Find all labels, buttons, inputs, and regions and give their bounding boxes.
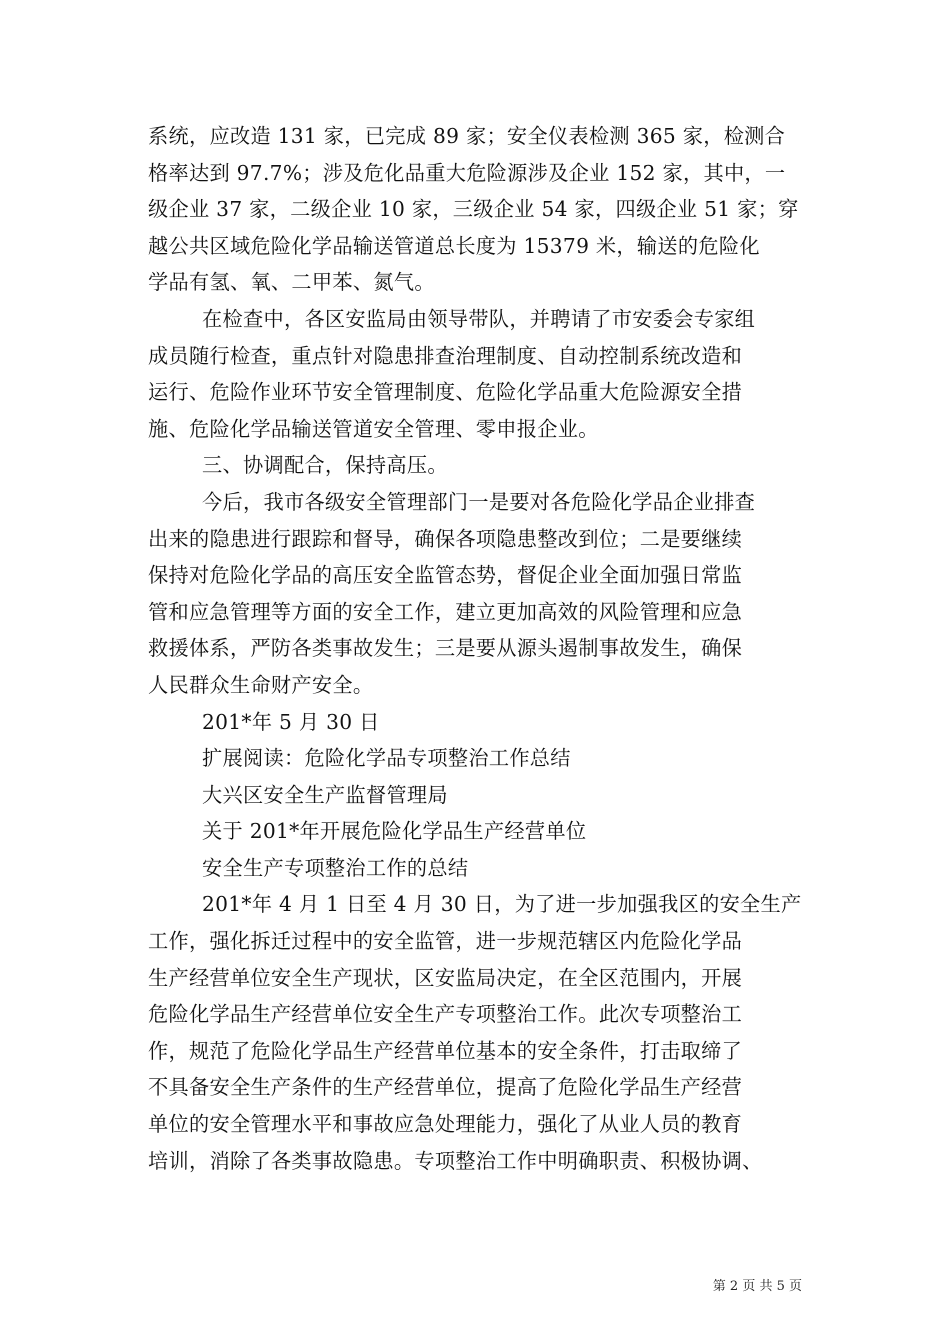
- text-line: 级企业 37 家，二级企业 10 家，三级企业 54 家，四级企业 51 家；穿: [148, 197, 799, 222]
- page-number-footer: 第 2 页 共 5 页: [712, 1279, 802, 1294]
- text-line: 人民群众生命财产安全。: [148, 672, 374, 697]
- text-line: 生产经营单位安全生产现状，区安监局决定，在全区范围内，开展: [148, 965, 743, 990]
- text-line: 格率达到 97.7%；涉及危化品重大危险源涉及企业 152 家，其中，一: [148, 160, 786, 185]
- text-line: 扩展阅读：危险化学品专项整治工作总结: [202, 746, 571, 771]
- text-line: 施、危险化学品输送管道安全管理、零申报企业。: [148, 416, 599, 441]
- text-line: 关于 201*年开展危险化学品生产经营单位: [202, 819, 587, 844]
- text-line: 单位的安全管理水平和事故应急处理能力，强化了从业人员的教育: [148, 1112, 743, 1137]
- text-line: 今后，我市各级安全管理部门一是要对各危险化学品企业排查: [202, 489, 756, 514]
- text-line: 救援体系，严防各类事故发生；三是要从源头遏制事故发生，确保: [148, 636, 743, 661]
- text-line: 学品有氢、氧、二甲苯、氮气。: [148, 270, 435, 295]
- text-line: 危险化学品生产经营单位安全生产专项整治工作。此次专项整治工: [148, 1002, 743, 1027]
- text-line: 运行、危险作业环节安全管理制度、危险化学品重大危险源安全措: [148, 380, 743, 405]
- text-line: 系统，应改造 131 家，已完成 89 家；安全仪表检测 365 家，检测合: [148, 124, 786, 148]
- text-line: 越公共区域危险化学品输送管道总长度为 15379 米，输送的危险化: [148, 233, 760, 258]
- text-line: 不具备安全生产条件的生产经营单位，提高了危险化学品生产经营: [148, 1075, 743, 1100]
- text-line: 工作，强化拆迁过程中的安全监管，进一步规范辖区内危险化学品: [148, 929, 743, 954]
- text-line: 出来的隐患进行跟踪和督导，确保各项隐患整改到位；二是要继续: [148, 526, 743, 551]
- text-line: 保持对危险化学品的高压安全监管态势，督促企业全面加强日常监: [148, 563, 743, 588]
- text-line: 培训，消除了各类事故隐患。专项整治工作中明确职责、积极协调、: [148, 1148, 763, 1173]
- text-line: 三、协调配合，保持高压。: [202, 453, 448, 478]
- text-line: 201*年 5 月 30 日: [202, 709, 380, 734]
- text-line: 管和应急管理等方面的安全工作，建立更加高效的风险管理和应急: [148, 599, 743, 624]
- text-line: 安全生产专项整治工作的总结: [202, 855, 469, 880]
- text-line: 成员随行检查，重点针对隐患排查治理制度、自动控制系统改造和: [148, 343, 743, 368]
- text-line: 大兴区安全生产监督管理局: [202, 782, 448, 807]
- text-line: 作，规范了危险化学品生产经营单位基本的安全条件，打击取缔了: [148, 1038, 743, 1063]
- body-text: [148, 118, 813, 1179]
- text-line: 在检查中，各区安监局由领导带队，并聘请了市安委会专家组: [202, 306, 756, 331]
- text-line: 201*年 4 月 1 日至 4 月 30 日，为了进一步加强我区的安全生产: [202, 892, 802, 917]
